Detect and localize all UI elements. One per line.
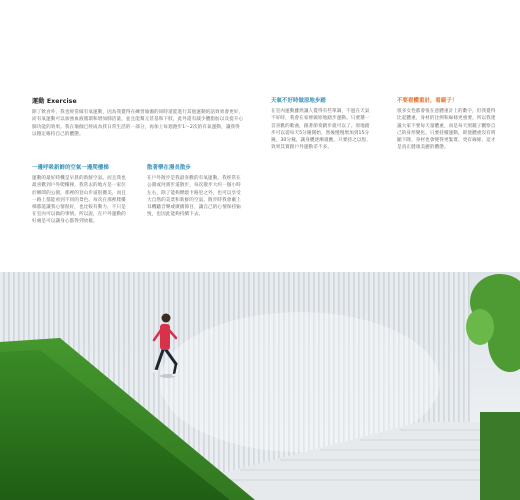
running-photo [0,272,520,500]
column-mirror-heading: 不要看體重計，看鏡子！ [397,98,458,104]
column-mirror [397,98,497,151]
column-stepping-heading: 天氣不好時做原地步踏 [271,98,326,104]
column-stepping [271,98,371,151]
column-walking-heading: 散著樂在漫長散步 [147,165,191,171]
intro-body: 除了飲食外，我也經常做有氧運動，因為我覺得在練習瑜伽的同時還能進行其他運動的話效果會更好，而有氧運動可以加強血液循環和增加肺活量，並且能幫元甚基和下肢，此外還有減少體脂肪以及提升心肺功能的效果。我在瑜伽已經成為我日常生活的一部分，再加上每週跑步1～2次的有氧運動，讓我得以穩定維持自己的體態。 [32,110,244,137]
intro-heading: 運動 Exercise [32,98,77,105]
intro-section [32,98,244,138]
column-stairs-heading: 一邊呼吸新鮮的空氣一邊爬樓梯 [32,165,109,171]
column-mirror-body: 很多女性都會很在意體重計上的數字，但我覺得比起體重，身材的比例和線條更重要。所以我建議大家不要每天量體重，而是每天照鏡子觀察自己的身形變化。只要持續運動，即使體重沒有明顯下降，身材也會變得更緊實、更有線條，這才是真正健康美麗的體態。 [397,109,496,151]
column-stepping-body: 在室內運動雖然讓人覺得有些單調，不過在天氣不好時，我會在家裡做原地踏步運動。只要選一首喜歡的歌曲，跟著節奏踏步就可以了。原地踏步可以從每天5分鐘開始，然後慢慢增加到15分鐘、30分鐘，讓身體逐漸適應。只要持之以恆，效果其實跟戶外運動差不多。 [271,109,371,151]
column-stairs-body: 運動的最好時機是早晨的新鮮空氣。而且我也最喜歡到戶外爬樓梯，我常去的地方是一家位於鄉間的公園，那裡的登山步道很優美，而且一路上都能看到不同的景色。每次在那裡爬樓梯都能讓我心情很好，也比較有動力，不只是在室內可以做的事情。所以說，在戶外運動的好處是可以讓身心都得到放鬆。 [32,176,126,225]
column-walking [147,165,243,218]
column-stairs [32,165,128,226]
column-walking-body: 在戶外散步是我最喜歡的有氧運動。我經常在公園或河濱步道散步，每次散步大約一個小時左右，除了能夠燃燒卡路里之外，也可以享受大自然的美景和新鮮的空氣。散步時我會戴上耳機聽音樂或廣播節目，讓自己的心情保持愉悅，也因此能夠持續下去。 [147,176,241,218]
